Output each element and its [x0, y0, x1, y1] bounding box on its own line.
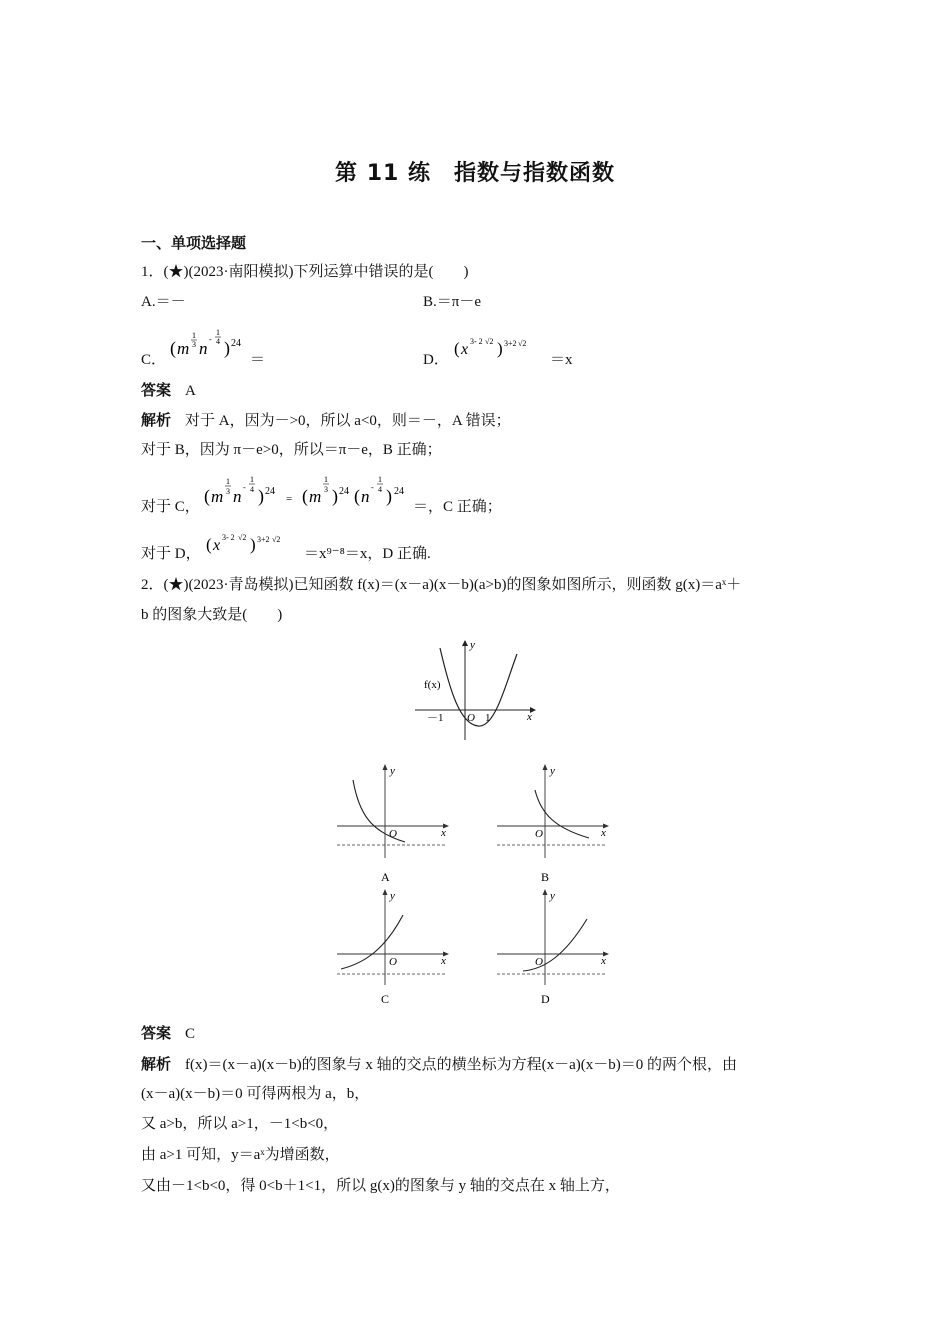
q1-option-c-eq: ＝	[250, 352, 266, 368]
choice-d-graph	[495, 887, 615, 1017]
analysis-label: 解析	[141, 411, 172, 429]
svg-text:n: n	[361, 487, 370, 506]
answer-value: C	[185, 1026, 196, 1042]
graph-d	[495, 887, 615, 1012]
svg-text:): )	[332, 486, 338, 506]
q2-stem-1: 2．(★)(2023·青岛模拟)已知函数 f(x)＝(x－a)(x－b)(a>b)的图象如图所示，则函数 g(x)＝aˣ＋	[141, 577, 742, 593]
svg-text:): )	[224, 338, 230, 358]
svg-text:√2: √2	[485, 337, 494, 346]
q1-analysis-4-expr	[204, 526, 309, 565]
q1-option-d-eq: ＝x	[550, 352, 573, 368]
math-expression-analysis-c	[202, 470, 422, 512]
svg-text:x: x	[213, 537, 221, 554]
q1-option-d-label: D．	[423, 352, 449, 368]
q1-analysis-2: 对于 B，因为 π－e>0，所以＝π－e，B 正确；	[141, 442, 442, 458]
svg-text:(: (	[454, 339, 460, 358]
svg-text:): )	[497, 339, 503, 358]
svg-text:√2: √2	[272, 535, 281, 544]
svg-text:3: 3	[192, 340, 196, 349]
q2-analysis-2: (x－a)(x－b)＝0 可得两根为 a，b，	[141, 1086, 370, 1102]
q1-analysis-3-post: ＝，C 正确；	[413, 499, 502, 515]
analysis-text: f(x)＝(x－a)(x－b)的图象与 x 轴的交点的横坐标为方程(x－a)(x－b)＝0 的两个根，由	[185, 1057, 738, 1073]
math-expression-d	[452, 330, 552, 364]
q2-answer	[141, 1023, 195, 1044]
choice-c-label: C	[381, 992, 390, 1006]
svg-text:m: m	[309, 487, 322, 506]
graph-d-x-label: x	[601, 955, 606, 967]
svg-text:√2: √2	[518, 339, 527, 348]
svg-text:): )	[258, 486, 264, 506]
svg-text:4: 4	[378, 485, 382, 494]
analysis-label: 解析	[141, 1055, 172, 1073]
svg-text:3: 3	[324, 485, 328, 494]
q1-stem: 1．(★)(2023·南阳模拟)下列运算中错误的是( )	[141, 264, 469, 280]
svg-text:√2: √2	[238, 533, 247, 542]
q1-analysis-1	[141, 410, 511, 431]
q1-analysis-4-pre: 对于 D，	[141, 546, 201, 562]
q2-analysis-5: 又由－1<b<0，得 0<b＋1<1，所以 g(x)的图象与 y 轴的交点在 x 轴上方，	[141, 1178, 620, 1194]
q1-option-d-expr	[452, 330, 552, 369]
graph-a-x-label: x	[441, 827, 446, 839]
svg-text:1: 1	[378, 475, 382, 484]
q1-analysis-3-expr	[202, 470, 422, 517]
answer-value: A	[185, 383, 196, 399]
svg-text:n: n	[199, 339, 208, 358]
graph-b-origin-label: O	[535, 828, 543, 840]
page-title: 第 11 练 指数与指数函数	[335, 161, 615, 186]
svg-text:24: 24	[231, 338, 241, 349]
q2-analysis-4: 由 a>1 可知，y＝aˣ为增函数，	[141, 1147, 340, 1163]
svg-text:1: 1	[216, 328, 220, 337]
svg-text:1: 1	[324, 475, 328, 484]
q1-option-c-label: C．	[141, 352, 167, 368]
graph-c	[335, 887, 455, 1012]
choice-b-graph	[495, 762, 615, 892]
fx-curve-label: f(x)	[424, 679, 441, 691]
choice-a-label: A	[381, 870, 390, 884]
fx-one-label: 1	[485, 712, 491, 724]
svg-text:1: 1	[226, 477, 230, 486]
svg-text:4: 4	[216, 337, 220, 346]
graph-a	[335, 762, 455, 887]
svg-text:(: (	[302, 486, 308, 506]
fx-graph	[410, 636, 540, 746]
q1-option-a: A.＝－	[141, 294, 186, 310]
graph-c-x-label: x	[441, 955, 446, 967]
q1-option-b: B.＝π－e	[423, 294, 481, 310]
graph-d-y-label: y	[550, 890, 555, 902]
figure-fx	[410, 636, 540, 751]
choice-b-label: B	[541, 870, 550, 884]
svg-text:n: n	[233, 487, 242, 506]
graph-b-y-label: y	[550, 765, 555, 777]
fx-y-label: y	[470, 639, 475, 651]
svg-text:x: x	[461, 341, 469, 358]
svg-text:3: 3	[226, 487, 230, 496]
fx-neg1-label: －1	[427, 712, 444, 724]
svg-text:(: (	[204, 486, 210, 506]
svg-text:(: (	[170, 338, 176, 358]
svg-text:-: -	[209, 335, 212, 344]
q1-answer	[141, 380, 196, 401]
q2-stem-2: b 的图象大致是( )	[141, 607, 283, 623]
q1-analysis-4-post: ＝x⁹⁻⁸＝x，D 正确.	[304, 546, 431, 562]
svg-text:24: 24	[394, 486, 404, 497]
choice-d-label: D	[541, 992, 550, 1006]
svg-text:-: -	[243, 483, 246, 492]
svg-text:3+2: 3+2	[504, 339, 517, 348]
q2-analysis-1	[141, 1054, 737, 1075]
graph-b-x-label: x	[601, 827, 606, 839]
svg-text:-: -	[371, 483, 374, 492]
svg-text:): )	[386, 486, 392, 506]
svg-text:=: =	[286, 493, 293, 505]
q1-analysis-3-pre: 对于 C，	[141, 499, 200, 515]
answer-label: 答案	[141, 1024, 172, 1042]
svg-text:(: (	[354, 486, 360, 506]
analysis-text: 对于 A，因为－>0，所以 a<0，则＝－，A 错误；	[185, 413, 511, 429]
math-expression-analysis-d	[204, 526, 309, 560]
graph-a-y-label: y	[390, 765, 395, 777]
section-heading: 一、单项选择题	[141, 234, 247, 252]
q2-analysis-3: 又 a>b，所以 a>1，－1<b<0，	[141, 1116, 339, 1132]
graph-c-origin-label: O	[389, 956, 397, 968]
svg-text:1: 1	[192, 331, 196, 340]
svg-text:m: m	[177, 339, 190, 358]
choice-c-graph	[335, 887, 455, 1017]
svg-text:3- 2: 3- 2	[470, 337, 483, 346]
svg-text:): )	[250, 535, 256, 554]
answer-label: 答案	[141, 381, 172, 399]
fx-x-label: x	[527, 711, 532, 723]
svg-text:4: 4	[250, 485, 254, 494]
choice-a-graph	[335, 762, 455, 892]
svg-text:3- 2: 3- 2	[222, 533, 235, 542]
svg-text:1: 1	[250, 475, 254, 484]
graph-d-origin-label: O	[535, 956, 543, 968]
graph-a-origin-label: O	[389, 828, 397, 840]
svg-text:m: m	[211, 487, 224, 506]
fx-origin-label: O	[467, 712, 475, 724]
svg-text:3+2: 3+2	[257, 535, 270, 544]
svg-text:24: 24	[339, 486, 349, 497]
graph-c-y-label: y	[390, 890, 395, 902]
svg-text:24: 24	[265, 486, 275, 497]
graph-b	[495, 762, 615, 887]
svg-text:(: (	[206, 535, 212, 554]
